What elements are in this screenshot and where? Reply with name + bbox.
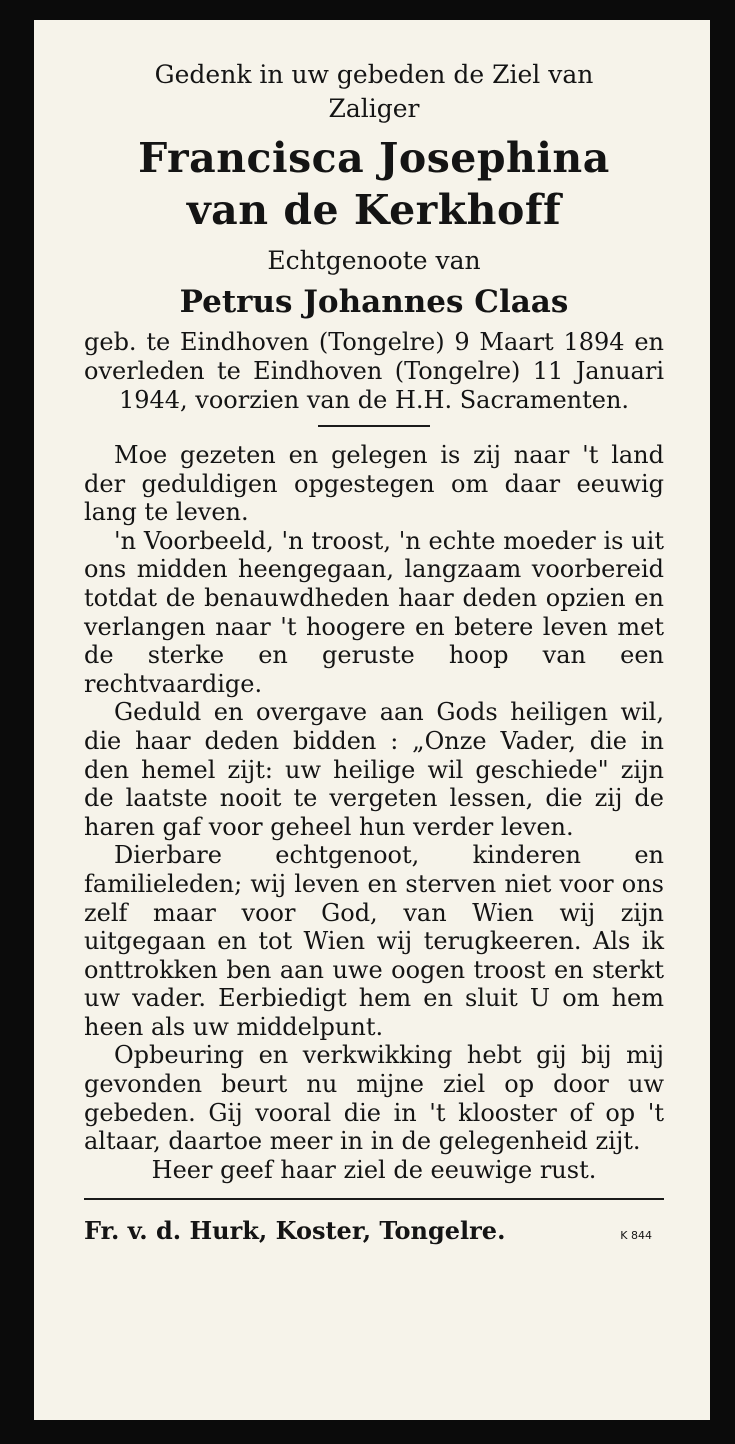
paragraph: Geduld en overgave aan Gods heiligen wil, die haar deden bidden : „Onze Vader, die in den hemel zijt: uw heilige wil geschiede" zijn de laatste nooit te vergeten lessen, die zij de haren gaf voor geheel hun verder leven. xyxy=(84,698,664,841)
birth-death-dates: geb. te Eindhoven (Tongelre) 9 Maart 1894 en overleden te Eindhoven (Tongelre) 11 Januari 1944, voorzien van de H.H. Sacramenten. xyxy=(84,328,664,414)
spouse-label: Echtgenoote van xyxy=(267,246,481,275)
intro-line: Gedenk in uw gebeden de Ziel van xyxy=(154,60,594,89)
divider-long xyxy=(84,1198,664,1200)
memorial-text xyxy=(84,441,664,1184)
deceased-name-first: Francisca Josephina xyxy=(138,134,610,182)
divider-short xyxy=(318,425,430,427)
intro-line-zaliger: Zaliger xyxy=(328,94,420,123)
print-code: K 844 xyxy=(620,1229,652,1243)
closing-prayer: Heer geef haar ziel de eeuwige rust. xyxy=(151,1155,597,1184)
paragraph: Opbeuring en verkwikking hebt gij bij mij gevonden beurt nu mijne ziel op door uw gebeden. Gij vooral die in 't klooster of op 't altaar, daartoe meer in in de gelegenheid zijt. xyxy=(84,1041,664,1156)
paragraph: Dierbare echtgenoot, kinderen en familieleden; wij leven en sterven niet voor ons zelf maar voor God, van Wien wij zijn uitgegaan en tot Wien wij terugkeeren. Als ik onttrokken ben aan uwe oogen troost en sterkt uw vader. Eerbiedigt hem en sluit U om hem heen als uw middelpunt. xyxy=(84,841,664,1041)
spouse-name: Petrus Johannes Claas xyxy=(179,284,569,320)
paragraph: Moe gezeten en gelegen is zij naar 't land der geduldigen opgestegen om daar eeuwig lang te leven. xyxy=(84,441,664,527)
memorial-card xyxy=(34,20,710,1420)
paragraph: 'n Voorbeeld, 'n troost, 'n echte moeder is uit ons midden heengegaan, langzaam voorbereid totdat de benauwdheden haar deden opzien en verlangen naar 't hoogere en betere leven met de sterke en geruste hoop van een rechtvaardige. xyxy=(84,526,664,698)
printer-credit: Fr. v. d. Hurk, Koster, Tongelre. xyxy=(84,1216,506,1246)
footer xyxy=(84,1216,664,1245)
deceased-name-last: van de Kerkhoff xyxy=(186,186,562,234)
